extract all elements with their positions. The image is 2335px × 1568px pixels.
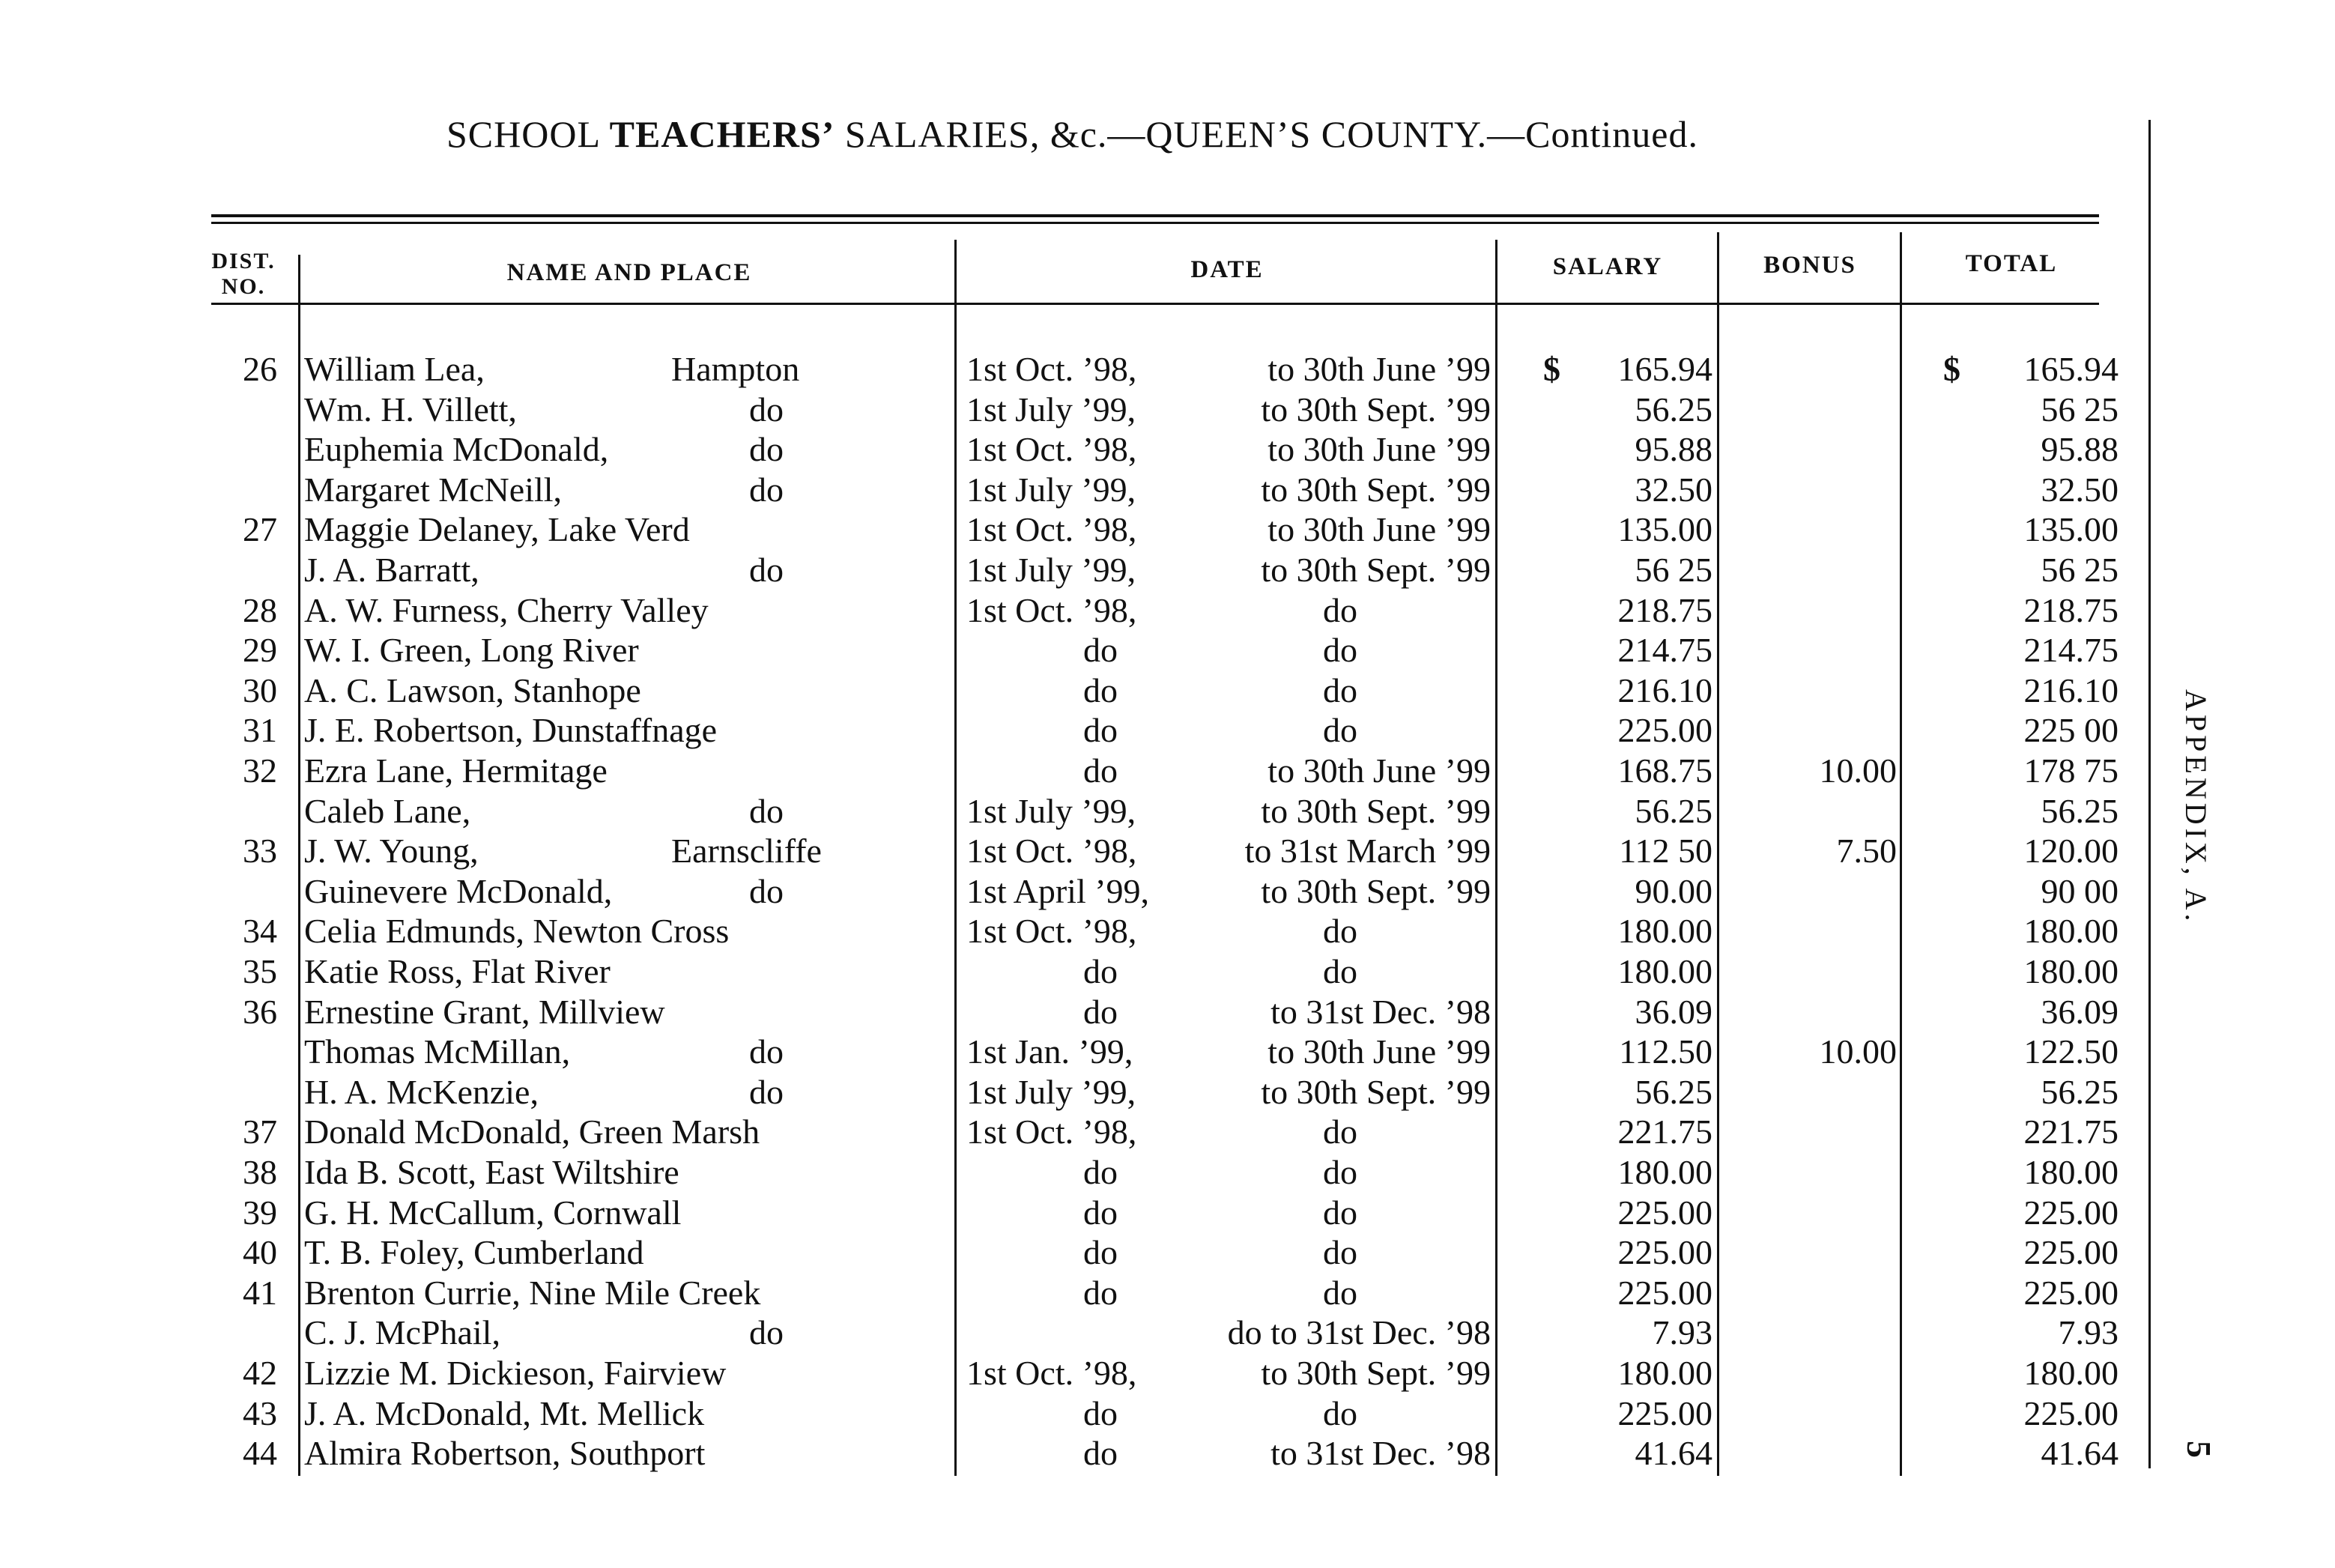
header-bonus: BONUS [1763, 252, 1856, 279]
date-to: do [1323, 1113, 1357, 1151]
dist-number: 32 [243, 751, 277, 790]
teacher-name: Maggie Delaney, Lake Verd [304, 510, 690, 549]
salary-value: 214.75 [1617, 631, 1712, 670]
teacher-name: Guinevere McDonald, [304, 871, 613, 910]
appendix-label: APPENDIX, A. [2179, 689, 2213, 925]
table-row [0, 1313, 2335, 1352]
dist-number: 28 [243, 590, 277, 629]
dist-number: 26 [243, 350, 277, 388]
table-row [0, 509, 2335, 549]
dist-number: 34 [243, 912, 277, 951]
dist-number: 40 [243, 1233, 277, 1272]
table-row [0, 671, 2335, 710]
teacher-name: J. A. Barratt, [304, 551, 479, 589]
teacher-name: A. C. Lawson, Stanhope [304, 671, 641, 709]
total-value: 216.10 [2023, 671, 2119, 709]
table-row [0, 1273, 2335, 1313]
title-word-3: SALARIES, [844, 113, 1041, 155]
date-from: do [1083, 711, 1118, 750]
teacher-place: do [749, 1313, 784, 1352]
total-value: 180.00 [2023, 952, 2119, 990]
teacher-place: Earnscliffe [671, 832, 822, 871]
total-value: 225 00 [2023, 711, 2119, 750]
dist-number: 39 [243, 1193, 277, 1232]
date-from: 1st Oct. ’98, [966, 832, 1137, 871]
teacher-place: do [749, 791, 784, 830]
teacher-name: T. B. Foley, Cumberland [304, 1233, 644, 1272]
salary-value: 90.00 [1635, 871, 1712, 910]
title-word-4: &c.—QUEEN’S [1050, 113, 1312, 155]
date-from: do [1083, 631, 1118, 670]
teacher-name: J. E. Robertson, Dunstaffnage [304, 711, 718, 750]
salary-value: 216.10 [1617, 671, 1712, 709]
date-from: 1st July ’99, [966, 470, 1136, 509]
date-from: do [1083, 1273, 1118, 1312]
dist-number: 43 [243, 1393, 277, 1432]
date-to: do [1323, 671, 1357, 709]
total-value: 135.00 [2023, 510, 2119, 549]
teacher-place: do [749, 390, 784, 429]
date-to: to 30th Sept. ’99 [1261, 470, 1491, 509]
date-from: do [1083, 1434, 1118, 1473]
salary-value: 180.00 [1617, 1153, 1712, 1191]
date-from: 1st Oct. ’98, [966, 1113, 1137, 1151]
date-to: to 30th June ’99 [1268, 751, 1491, 790]
teacher-name: Donald McDonald, Green Marsh [304, 1113, 760, 1151]
table-row [0, 1393, 2335, 1433]
total-currency-symbol: $ [1943, 350, 1960, 388]
date-to: to 30th June ’99 [1268, 350, 1491, 388]
table-row [0, 1032, 2335, 1071]
teacher-place: do [749, 871, 784, 910]
top-rule-upper [211, 214, 2099, 217]
table-row [0, 1152, 2335, 1192]
date-to: to 30th June ’99 [1268, 430, 1491, 469]
teacher-place: Hampton [671, 350, 800, 388]
teacher-name: Wm. H. Villett, [304, 390, 517, 429]
bonus-value: 10.00 [1819, 751, 1897, 790]
salary-value: 168.75 [1617, 751, 1712, 790]
total-value: 90 00 [2041, 871, 2119, 910]
table-row [0, 1112, 2335, 1151]
dist-number: 38 [243, 1153, 277, 1191]
dist-number: 36 [243, 992, 277, 1031]
salary-value: 36.09 [1635, 992, 1712, 1031]
date-from: 1st Oct. ’98, [966, 350, 1137, 388]
teacher-name: Thomas McMillan, [304, 1032, 571, 1071]
table-row [0, 1232, 2335, 1272]
header-dist-no [202, 249, 285, 300]
total-value: 178 75 [2023, 751, 2119, 790]
date-from: 1st Oct. ’98, [966, 912, 1137, 951]
date-to: do [1323, 590, 1357, 629]
date-to: do [1323, 631, 1357, 670]
date-to: to 31st March ’99 [1244, 832, 1491, 871]
header-dist-line1: DIST. [211, 249, 276, 273]
total-value: 95.88 [2041, 430, 2119, 469]
table-row [0, 831, 2335, 871]
total-value: 41.64 [2041, 1434, 2119, 1473]
salary-value: 56.25 [1635, 791, 1712, 830]
date-to: do to 31st Dec. ’98 [1227, 1313, 1491, 1352]
header-rule [211, 303, 2099, 305]
salary-value: 225.00 [1617, 1233, 1712, 1272]
teacher-name: Euphemia McDonald, [304, 430, 609, 469]
date-from: 1st Oct. ’98, [966, 510, 1137, 549]
total-value: 180.00 [2023, 912, 2119, 951]
salary-value: 221.75 [1617, 1113, 1712, 1151]
dist-number: 41 [243, 1273, 277, 1312]
date-from: do [1083, 751, 1118, 790]
total-value: 225.00 [2023, 1233, 2119, 1272]
salary-currency-symbol: $ [1543, 350, 1560, 388]
salary-value: 180.00 [1617, 952, 1712, 990]
date-from: 1st Oct. ’98, [966, 590, 1137, 629]
salary-value: 41.64 [1635, 1434, 1712, 1473]
date-from: 1st April ’99, [966, 871, 1150, 910]
teacher-place: do [749, 1072, 784, 1111]
date-from: 1st Oct. ’98, [966, 1354, 1137, 1392]
title-word-5: COUNTY.—Continued. [1321, 113, 1698, 155]
teacher-name: A. W. Furness, Cherry Valley [304, 590, 709, 629]
table-row [0, 911, 2335, 951]
date-to: do [1323, 1233, 1357, 1272]
teacher-name: J. W. Young, [304, 832, 479, 871]
table-row [0, 710, 2335, 750]
date-to: to 30th Sept. ’99 [1261, 1072, 1491, 1111]
header-salary: SALARY [1552, 253, 1663, 280]
table-row [0, 429, 2335, 469]
salary-value: 135.00 [1617, 510, 1712, 549]
table-row [0, 1072, 2335, 1112]
salary-value: 7.93 [1652, 1313, 1712, 1352]
salary-value: 180.00 [1617, 912, 1712, 951]
date-from: do [1083, 671, 1118, 709]
total-value: 218.75 [2023, 590, 2119, 629]
date-from: 1st July ’99, [966, 551, 1136, 589]
dist-number: 42 [243, 1354, 277, 1392]
table-row [0, 1353, 2335, 1393]
date-to: do [1323, 952, 1357, 990]
table-row [0, 992, 2335, 1032]
date-from: 1st July ’99, [966, 791, 1136, 830]
total-value: 225.00 [2023, 1193, 2119, 1232]
date-from: do [1083, 1233, 1118, 1272]
title-word-1: SCHOOL [446, 113, 600, 155]
date-from: do [1083, 1393, 1118, 1432]
date-to: do [1323, 1193, 1357, 1232]
teacher-name: Margaret McNeill, [304, 470, 563, 509]
total-value: 225.00 [2023, 1393, 2119, 1432]
teacher-name: H. A. McKenzie, [304, 1072, 539, 1111]
teacher-name: J. A. McDonald, Mt. Mellick [304, 1393, 705, 1432]
teacher-name: Brenton Currie, Nine Mile Creek [304, 1273, 761, 1312]
teacher-name: Ezra Lane, Hermitage [304, 751, 608, 790]
dist-number: 35 [243, 952, 277, 990]
teacher-place: do [749, 551, 784, 589]
teacher-place: do [749, 430, 784, 469]
table-row [0, 751, 2335, 790]
table-row [0, 550, 2335, 590]
salary-value: 56.25 [1635, 1072, 1712, 1111]
page-title [446, 112, 1698, 156]
date-to: to 30th June ’99 [1268, 510, 1491, 549]
teacher-place: do [749, 1032, 784, 1071]
header-name-place: NAME AND PLACE [506, 259, 752, 286]
salary-value: 95.88 [1635, 430, 1712, 469]
dist-number: 29 [243, 631, 277, 670]
total-value: 180.00 [2023, 1153, 2119, 1191]
date-from: 1st Oct. ’98, [966, 430, 1137, 469]
salary-value: 56.25 [1635, 390, 1712, 429]
salary-value: 225.00 [1617, 1273, 1712, 1312]
total-value: 120.00 [2023, 832, 2119, 871]
total-value: 32.50 [2041, 470, 2119, 509]
date-from: 1st Jan. ’99, [966, 1032, 1133, 1071]
title-word-2: TEACHERS’ [609, 113, 835, 155]
teacher-name: Ernestine Grant, Millview [304, 992, 665, 1031]
date-to: do [1323, 1153, 1357, 1191]
table-row [0, 1193, 2335, 1232]
date-to: do [1323, 711, 1357, 750]
date-to: to 30th Sept. ’99 [1261, 1354, 1491, 1392]
teacher-name: G. H. McCallum, Cornwall [304, 1193, 682, 1232]
dist-number: 31 [243, 711, 277, 750]
table-row [0, 590, 2335, 630]
header-total: TOTAL [1965, 250, 2058, 277]
salary-value: 165.94 [1617, 350, 1712, 388]
table-row [0, 951, 2335, 991]
date-from: 1st July ’99, [966, 1072, 1136, 1111]
date-to: do [1323, 912, 1357, 951]
date-to: to 30th Sept. ’99 [1261, 871, 1491, 910]
total-value: 7.93 [2058, 1313, 2119, 1352]
date-to: to 30th Sept. ’99 [1261, 791, 1491, 830]
date-to: to 31st Dec. ’98 [1271, 992, 1491, 1031]
header-date: DATE [1190, 256, 1264, 283]
date-from: do [1083, 1153, 1118, 1191]
bonus-value: 10.00 [1819, 1032, 1897, 1071]
teacher-name: C. J. McPhail, [304, 1313, 500, 1352]
salary-value: 56 25 [1635, 551, 1712, 589]
teacher-name: Caleb Lane, [304, 791, 471, 830]
date-from: do [1083, 1193, 1118, 1232]
teacher-name: Katie Ross, Flat River [304, 952, 611, 990]
total-value: 165.94 [2023, 350, 2119, 388]
dist-number: 37 [243, 1113, 277, 1151]
salary-value: 112 50 [1619, 832, 1712, 871]
date-to: to 31st Dec. ’98 [1271, 1434, 1491, 1473]
table-row [0, 349, 2335, 389]
header-dist-line2: NO. [221, 274, 266, 299]
date-to: to 30th June ’99 [1268, 1032, 1491, 1071]
teacher-name: W. I. Green, Long River [304, 631, 639, 670]
salary-value: 180.00 [1617, 1354, 1712, 1392]
total-value: 56 25 [2041, 551, 2119, 589]
salary-value: 225.00 [1617, 1393, 1712, 1432]
total-value: 221.75 [2023, 1113, 2119, 1151]
date-to: do [1323, 1393, 1357, 1432]
table-row [0, 630, 2335, 670]
date-from: do [1083, 952, 1118, 990]
teacher-name: Lizzie M. Dickieson, Fairview [304, 1354, 727, 1392]
dist-number: 44 [243, 1434, 277, 1473]
salary-value: 112.50 [1619, 1032, 1712, 1071]
total-value: 56 25 [2041, 390, 2119, 429]
table-row [0, 871, 2335, 911]
date-to: to 30th Sept. ’99 [1261, 390, 1491, 429]
date-to: to 30th Sept. ’99 [1261, 551, 1491, 589]
teacher-name: William Lea, [304, 350, 485, 388]
date-to: do [1323, 1273, 1357, 1312]
page-number: 5 [2180, 1441, 2218, 1458]
total-value: 36.09 [2041, 992, 2119, 1031]
salary-value: 218.75 [1617, 590, 1712, 629]
table-row [0, 1433, 2335, 1473]
total-value: 180.00 [2023, 1354, 2119, 1392]
total-value: 56.25 [2041, 791, 2119, 830]
salary-value: 32.50 [1635, 470, 1712, 509]
dist-number: 30 [243, 671, 277, 709]
teacher-name: Celia Edmunds, Newton Cross [304, 912, 730, 951]
top-rule-lower [211, 222, 2099, 224]
teacher-name: Ida B. Scott, East Wiltshire [304, 1153, 679, 1191]
salary-value: 225.00 [1617, 711, 1712, 750]
total-value: 56.25 [2041, 1072, 2119, 1111]
total-value: 214.75 [2023, 631, 2119, 670]
dist-number: 33 [243, 832, 277, 871]
bonus-value: 7.50 [1836, 832, 1897, 871]
teacher-name: Almira Robertson, Southport [304, 1434, 706, 1473]
date-from: do [1083, 992, 1118, 1031]
date-from: 1st July ’99, [966, 390, 1136, 429]
table-row [0, 791, 2335, 831]
teacher-place: do [749, 470, 784, 509]
salary-value: 225.00 [1617, 1193, 1712, 1232]
total-value: 225.00 [2023, 1273, 2119, 1312]
total-value: 122.50 [2023, 1032, 2119, 1071]
table-row [0, 390, 2335, 429]
dist-number: 27 [243, 510, 277, 549]
table-row [0, 470, 2335, 509]
